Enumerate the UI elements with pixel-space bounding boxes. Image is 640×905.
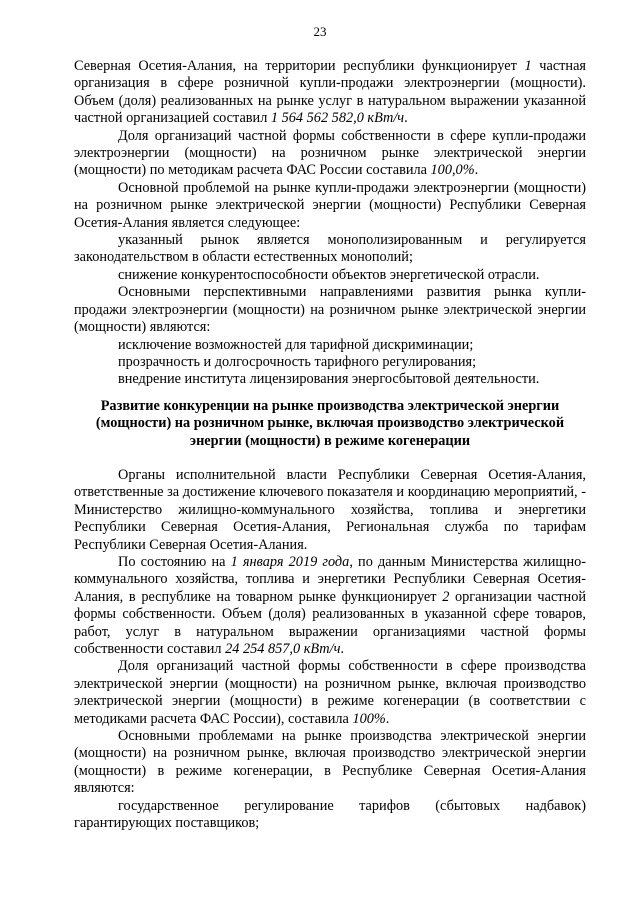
text-run: По состоянию на — [118, 553, 231, 570]
text-run: Органы исполнительной власти Республики Северная Осетия-Алания, ответственные за достижение ключевого показателя и координацию мероприятий, - Министерство жилищно-коммунального хозяйства, топлива и энергетики Республики Северная Осетия-Алания, Региональная служба по тарифам Республики Северная Осетия-Алания. — [74, 466, 586, 553]
paragraph — [74, 658, 586, 728]
text-run: указанный рынок является монополизированным и регулируется законодательством в области естественных монополий; — [74, 232, 586, 266]
paragraph — [74, 267, 586, 284]
emphasized-text: 100% — [352, 710, 386, 727]
emphasized-text: 2 — [442, 588, 450, 605]
paragraph — [74, 284, 586, 336]
text-run: снижение конкурентоспособности объектов энергетической отрасли. — [118, 266, 540, 283]
paragraph — [74, 232, 586, 267]
paragraph — [74, 337, 586, 354]
text-run: . — [385, 710, 390, 727]
text-run: . — [340, 641, 345, 657]
paragraph — [74, 354, 586, 371]
section-heading-line: (мощности) на розничном рынке, включая производство электрической — [95, 415, 565, 432]
section-intro-text — [74, 58, 586, 389]
section-heading-line: энергии (мощности) в режиме когенерации — [189, 432, 471, 449]
text-run: Основными проблемами на рынке производства электрической энергии (мощности) на розничном рынке, включая производство электрической энергии (мощности) в режиме когенерации, в Республике Северная Осетия-Алания являются: — [74, 728, 586, 797]
emphasized-text: 1 — [524, 58, 532, 74]
text-run: . — [474, 162, 479, 179]
paragraph — [74, 467, 586, 554]
text-run: государственное регулирование тарифов (сбытовых надбавок) гарантирующих поставщиков; — [74, 797, 586, 832]
emphasized-text: 24 254 857,0 кВт/ч — [225, 641, 341, 657]
section-body-text — [74, 467, 586, 833]
page-number: 23 — [313, 24, 327, 39]
emphasized-text: 1 января 2019 года — [230, 553, 350, 570]
text-run: Основной проблемой на рынке купли-продажи электроэнергии (мощности) на розничном рынке электрической энергии (мощности) Республики Северная Осетия-Алания является следующее: — [74, 179, 586, 231]
paragraph — [74, 554, 586, 658]
emphasized-text: 1 564 562 582,0 кВт/ч — [270, 110, 405, 127]
paragraph — [74, 128, 586, 180]
paragraph — [74, 798, 586, 833]
text-run: , по данным Министерства жилищно-коммунального хозяйства, топлива и энергетики Республики Северная Осетия-Алания, в республике на товарном рынке функционирует — [74, 553, 587, 605]
emphasized-text: 100,0% — [430, 162, 475, 179]
text-run: организации частной формы собственности. Объем (доля) реализованных в указанной сфере товаров, работ, услуг в натуральном выражении организациями частной формы собственности составил — [74, 588, 587, 657]
section-heading-line: Развитие конкуренции на рынке производства электрической энергии — [100, 397, 560, 414]
text-run: исключение возможностей для тарифной дискриминации; — [118, 336, 474, 353]
text-run: прозрачность и долгосрочность тарифного регулирования; — [118, 353, 477, 370]
paragraph — [74, 371, 586, 388]
section-heading — [74, 398, 586, 450]
text-run: внедрение института лицензирования энергосбытовой деятельности. — [118, 371, 540, 388]
text-run: Основными перспективными направлениями развития рынка купли-продажи электроэнергии (мощности) на розничном рынке электрической энергии (мощности) являются: — [74, 284, 586, 336]
paragraph — [74, 728, 586, 798]
paragraph — [74, 58, 586, 128]
text-run: Доля организаций частной формы собственности в сфере купли-продажи электроэнергии (мощности) на розничном рынке электрической энергии (мощности) по методикам расчета ФАС России составила — [74, 127, 586, 179]
paragraph — [74, 180, 586, 232]
page-body — [74, 58, 586, 832]
text-run: . — [404, 110, 408, 127]
text-run: Доля организаций частной формы собственности в сфере производства электрической энергии (мощности) на розничном рынке, включая производство электрической энергии (мощности) в режиме когенерации (в соответствии с методиками расчета ФАС России), составила — [74, 658, 586, 727]
text-run: Северная Осетия-Алания, на территории республики функционирует — [74, 58, 525, 74]
text-run: частная организация в сфере розничной купли-продажи электроэнергии (мощности). Объем (доля) реализованных на рынке услуг в натуральном выражении указанной частной организацией составил — [74, 58, 586, 127]
